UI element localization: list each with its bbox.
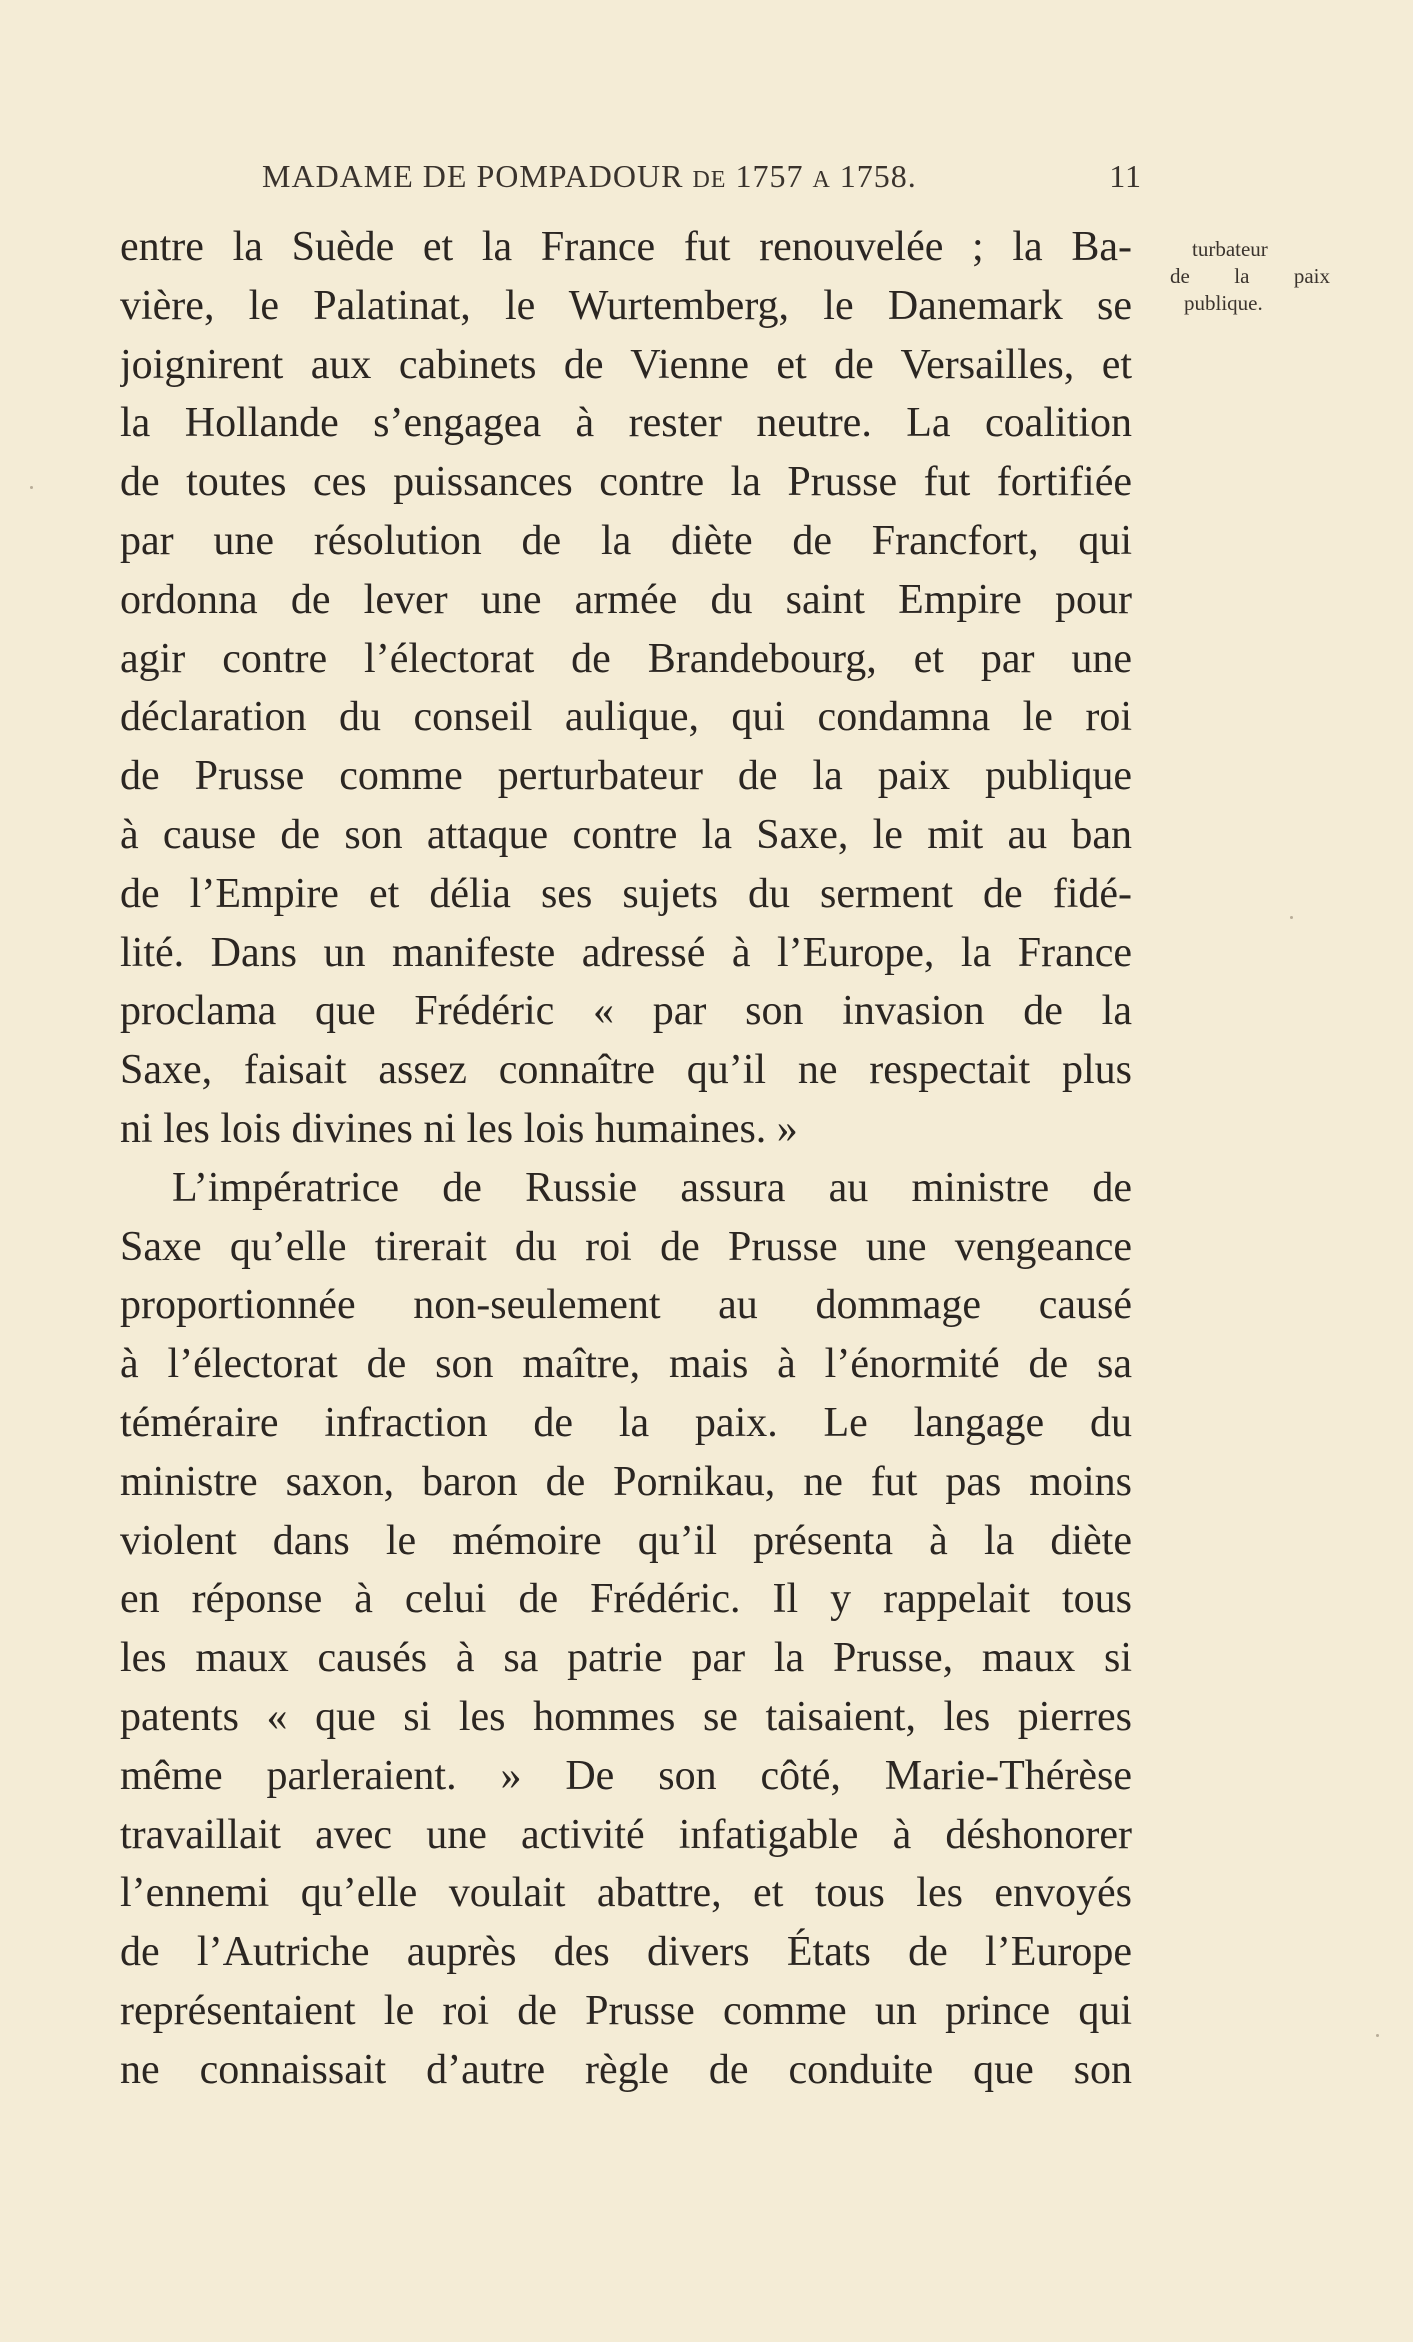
running-title-de: DE [692, 167, 727, 193]
margin-note-line: de la paix [1170, 264, 1330, 288]
paper-speck [1376, 2034, 1379, 2037]
text-line: agir contre l’électorat de Brandebourg, et par une [120, 635, 1132, 682]
text-line: de toutes ces puissances contre la Prusse fut fortifiée [120, 459, 1132, 506]
paper-speck [30, 486, 33, 489]
margin-note-line: publique. [1184, 291, 1263, 315]
text-line: l’ennemi qu’elle voulait abattre, et tous les envoyés [120, 1870, 1132, 1917]
body-text [120, 218, 1132, 2100]
running-title-year-end: 1758. [839, 158, 917, 194]
running-title [262, 158, 917, 195]
text-line: proportionnée non-seulement au dommage causé [120, 1282, 1132, 1329]
text-line: ni les lois divines ni les lois humaines. » [120, 1105, 798, 1152]
text-line: à cause de son attaque contre la Saxe, le mit au ban [120, 811, 1132, 858]
text-line: de l’Empire et délia ses sujets du serment de fidé- [120, 870, 1132, 917]
text-line: joignirent aux cabinets de Vienne et de Versailles, et [120, 341, 1132, 388]
running-title-year-start: 1757 [735, 158, 804, 194]
text-line: lité. Dans un manifeste adressé à l’Europe, la France [120, 929, 1132, 976]
text-line: entre la Suède et la France fut renouvelée ; la Ba- [120, 224, 1132, 270]
text-line: téméraire infraction de la paix. Le langage du [120, 1399, 1132, 1446]
text-line: en réponse à celui de Frédéric. Il y rappelait tous [120, 1576, 1132, 1623]
text-line: proclama que Frédéric « par son invasion de la [120, 988, 1132, 1035]
text-line: même parleraient. » De son côté, Marie-Thérèse [120, 1752, 1132, 1799]
text-line: représentaient le roi de Prusse comme un prince qui [120, 1987, 1132, 2034]
text-line: vière, le Palatinat, le Wurtemberg, le Danemark se [120, 282, 1132, 329]
running-title-a: A [812, 167, 831, 193]
text-line: travaillait avec une activité infatigable à déshonorer [120, 1811, 1132, 1858]
text-line: de Prusse comme perturbateur de la paix publique [120, 753, 1132, 800]
text-line: violent dans le mémoire qu’il présenta à la diète [120, 1517, 1132, 1564]
text-line: patents « que si les hommes se taisaient, les pierres [120, 1693, 1132, 1740]
text-line: à l’électorat de son maître, mais à l’énormité de sa [120, 1341, 1132, 1388]
margin-note [1170, 236, 1330, 317]
text-line: par une résolution de la diète de Francfort, qui [120, 517, 1132, 564]
text-line: la Hollande s’engagea à rester neutre. La coalition [120, 400, 1132, 447]
running-head [262, 158, 1142, 202]
text-line: déclaration du conseil aulique, qui condamna le roi [120, 694, 1132, 741]
running-title-main: MADAME DE POMPADOUR [262, 158, 684, 194]
text-line: de l’Autriche auprès des divers États de l’Europe [120, 1929, 1132, 1976]
margin-note-line: turbateur [1192, 237, 1268, 261]
text-line: Saxe, faisait assez connaître qu’il ne respectait plus [120, 1047, 1132, 1094]
paper-speck [1290, 916, 1293, 919]
text-line: ne connaissait d’autre règle de conduite que son [120, 2046, 1132, 2093]
text-line: ministre saxon, baron de Pornikau, ne fut pas moins [120, 1458, 1132, 1505]
page-number: 11 [1109, 158, 1142, 194]
text-line: ordonna de lever une armée du saint Empire pour [120, 576, 1132, 623]
text-line: Saxe qu’elle tirerait du roi de Prusse une vengeance [120, 1223, 1132, 1270]
text-line: L’impératrice de Russie assura au ministre de [172, 1164, 1132, 1211]
text-line: les maux causés à sa patrie par la Prusse, maux si [120, 1635, 1132, 1682]
